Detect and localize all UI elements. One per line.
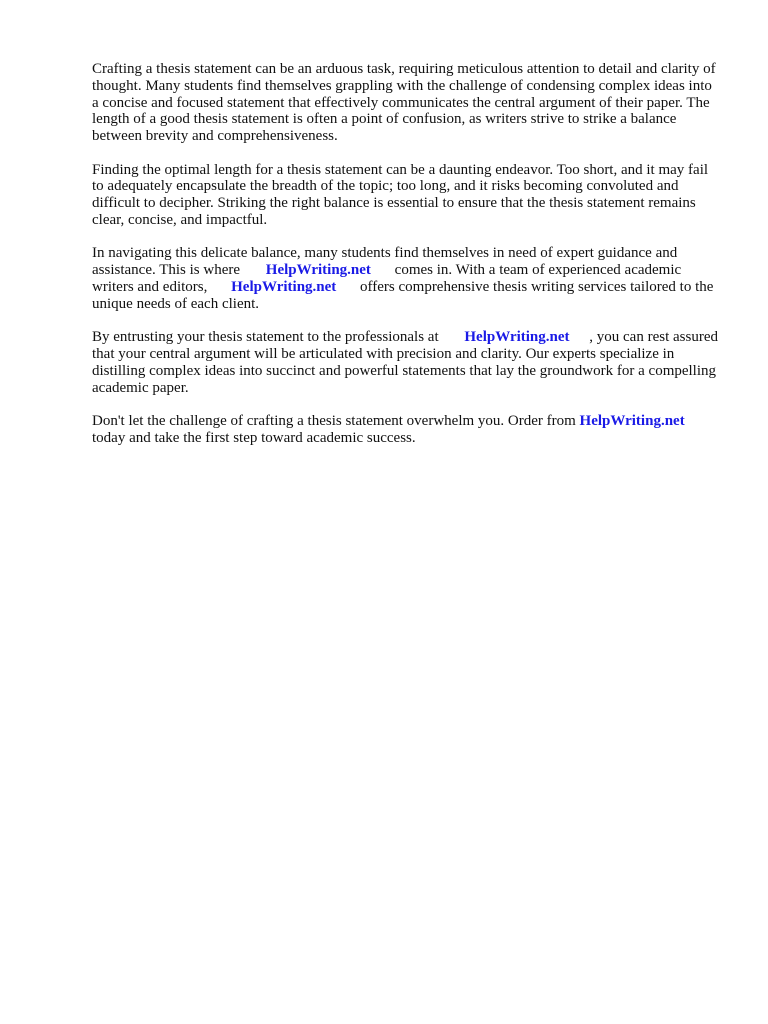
paragraph-3 [92, 245, 722, 312]
paragraph-4 [92, 329, 722, 396]
paragraph-3-text-a: In navigating this delicate balance, many students find themselves in need of expert guidance and assistance. This is where [92, 245, 678, 279]
document-page [92, 61, 722, 463]
helpwriting-link-4[interactable]: HelpWriting.net [579, 412, 685, 429]
paragraph-5-text-a: Don't let the challenge of crafting a thesis statement overwhelm you. Order from [92, 412, 580, 429]
helpwriting-link-1[interactable]: HelpWriting.net [265, 262, 371, 279]
paragraph-5-text-b: today and take the first step toward academic success. [92, 429, 416, 446]
paragraph-4-text-b: , you can rest assured that your central argument will be articulated with precision and clarity. Our experts specialize in distilling complex ideas into succinct and powerful statements that lay the groundwork for a compelling academic paper. [92, 329, 718, 396]
paragraph-3-text-b: comes in. With a team of experienced academic writers and editors, [92, 262, 682, 295]
paragraph-4-text-a: By entrusting your thesis statement to the professionals at [92, 329, 443, 346]
paragraph-3-text-c: offers comprehensive thesis writing services tailored to the unique needs of each client. [92, 278, 714, 312]
paragraph-5 [92, 413, 722, 447]
paragraph-2: Finding the optimal length for a thesis statement can be a daunting endeavor. Too short, and it may fail to adequately encapsulate the breadth of the topic; too long, and it risks becoming convoluted and difficult to decipher. Striking the right balance is essential to ensure that the thesis statement remains clear, concise, and impactful. [92, 161, 709, 228]
paragraph-1: Crafting a thesis statement can be an arduous task, requiring meticulous attention to detail and clarity of thought. Many students find themselves grappling with the challenge of condensing complex ideas into a concise and focused statement that effectively communicates the central argument of their paper. The length of a good thesis statement is often a point of confusion, as writers strive to strike a balance between brevity and comprehensiveness. [92, 61, 716, 145]
helpwriting-link-3[interactable]: HelpWriting.net [464, 329, 570, 346]
helpwriting-link-2[interactable]: HelpWriting.net [231, 278, 337, 295]
